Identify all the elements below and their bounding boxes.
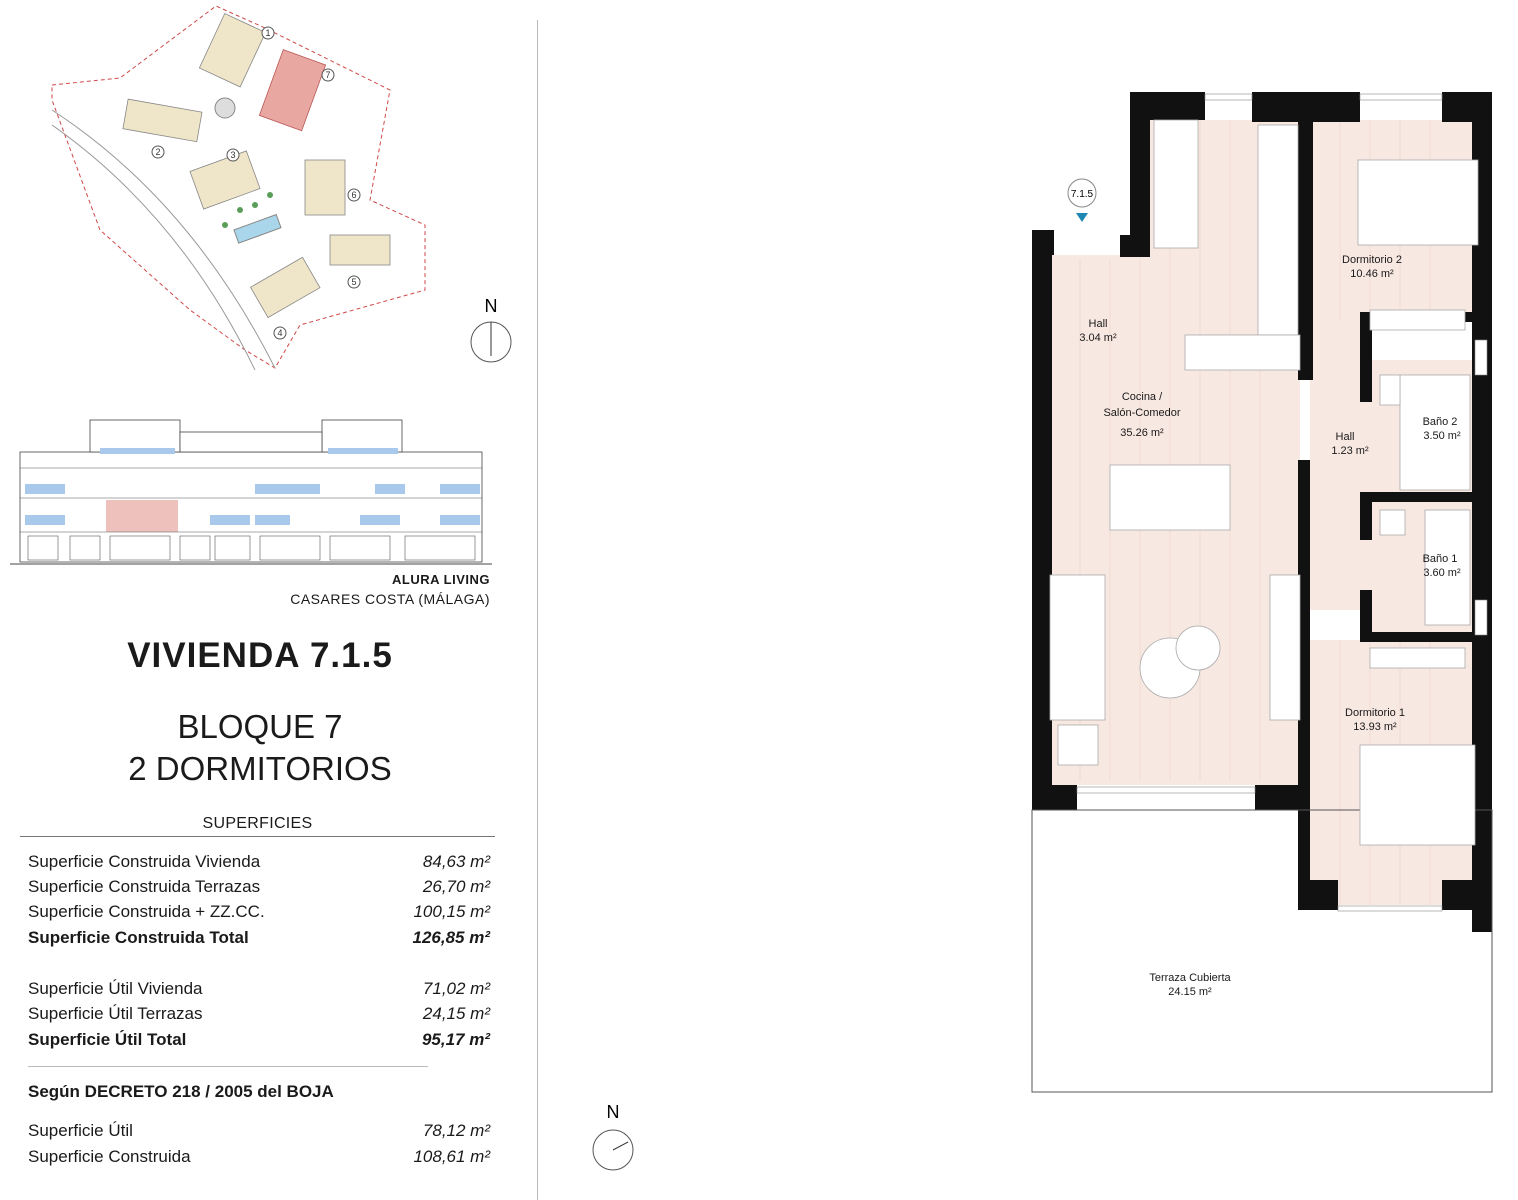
site-num-5: 5 — [351, 277, 357, 287]
site-num-2: 2 — [155, 147, 161, 157]
floor-plan — [1020, 80, 1500, 1100]
entry-arrow-icon — [1076, 213, 1088, 222]
site-num-4: 4 — [277, 328, 283, 338]
room-bedroom-2-area: 10.46 m² — [1350, 268, 1394, 280]
room-kitchen-area: 35.26 m² — [1120, 427, 1164, 439]
decree-divider — [28, 1066, 428, 1067]
room-kitchen-name: Cocina / — [1121, 391, 1163, 403]
page-divider — [537, 20, 538, 1200]
room-hall-2-area: 1.23 m² — [1331, 445, 1369, 457]
room-terrace-name: Terraza Cubierta — [1149, 972, 1231, 984]
building-7-highlight — [259, 50, 325, 131]
building-2 — [123, 99, 202, 142]
bedrooms-label: 2 DORMITORIOS — [128, 750, 392, 787]
unit-highlight — [106, 500, 178, 532]
project-name: ALURA LIVING — [392, 572, 490, 587]
room-bedroom-1-name: Dormitorio 1 — [1345, 707, 1405, 719]
unit-marker-label: 7.1.5 — [1070, 189, 1094, 200]
north-arrow-icon — [583, 1100, 643, 1180]
sofa — [1050, 575, 1105, 720]
building-5 — [330, 235, 390, 265]
room-hall-2-name: Hall — [1335, 431, 1355, 443]
bed-1 — [1360, 745, 1475, 845]
building-elevation — [10, 412, 492, 572]
building-4 — [251, 257, 320, 317]
building-1 — [199, 14, 265, 87]
surfaces-divider — [20, 836, 495, 837]
roundabout — [215, 98, 235, 118]
room-bedroom-2-name: Dormitorio 2 — [1342, 254, 1402, 266]
unit-title: VIVIENDA 7.1.5 — [127, 636, 393, 675]
room-kitchen-name-2: Salón-Comedor — [1103, 407, 1181, 419]
pool — [234, 215, 281, 244]
project-location: CASARES COSTA (MÁLAGA) — [290, 591, 490, 607]
room-bath-1-area: 3.60 m² — [1423, 567, 1461, 579]
kitchen-island — [1185, 335, 1300, 370]
svg-text:N: N — [606, 1102, 620, 1122]
tv-unit — [1270, 575, 1300, 720]
room-bath-1-name: Baño 1 — [1422, 553, 1458, 565]
site-num-6: 6 — [351, 190, 357, 200]
site-num-1: 1 — [265, 28, 271, 38]
decree-title: Según DECRETO 218 / 2005 del BOJA — [28, 1082, 334, 1101]
site-num-7: 7 — [325, 70, 331, 80]
svg-text:N: N — [484, 296, 498, 316]
room-bath-2-name: Baño 2 — [1422, 416, 1458, 428]
building-3 — [190, 151, 260, 209]
bed-2 — [1358, 160, 1478, 245]
surfaces-heading: SUPERFICIES — [202, 815, 313, 832]
room-bedroom-1-area: 13.93 m² — [1353, 721, 1397, 733]
room-terrace-area: 24.15 m² — [1168, 986, 1212, 998]
block-label: BLOQUE 7 — [177, 708, 343, 745]
room-hall-1-area: 3.04 m² — [1079, 332, 1117, 344]
site-plan — [40, 0, 440, 370]
dining-table — [1110, 465, 1230, 530]
kitchen-counter — [1258, 125, 1298, 335]
building-6 — [305, 160, 345, 215]
north-arrow-icon — [466, 296, 516, 366]
room-hall-1-name: Hall — [1088, 318, 1108, 330]
site-num-3: 3 — [230, 150, 236, 160]
room-bath-2-area: 3.50 m² — [1423, 430, 1461, 442]
